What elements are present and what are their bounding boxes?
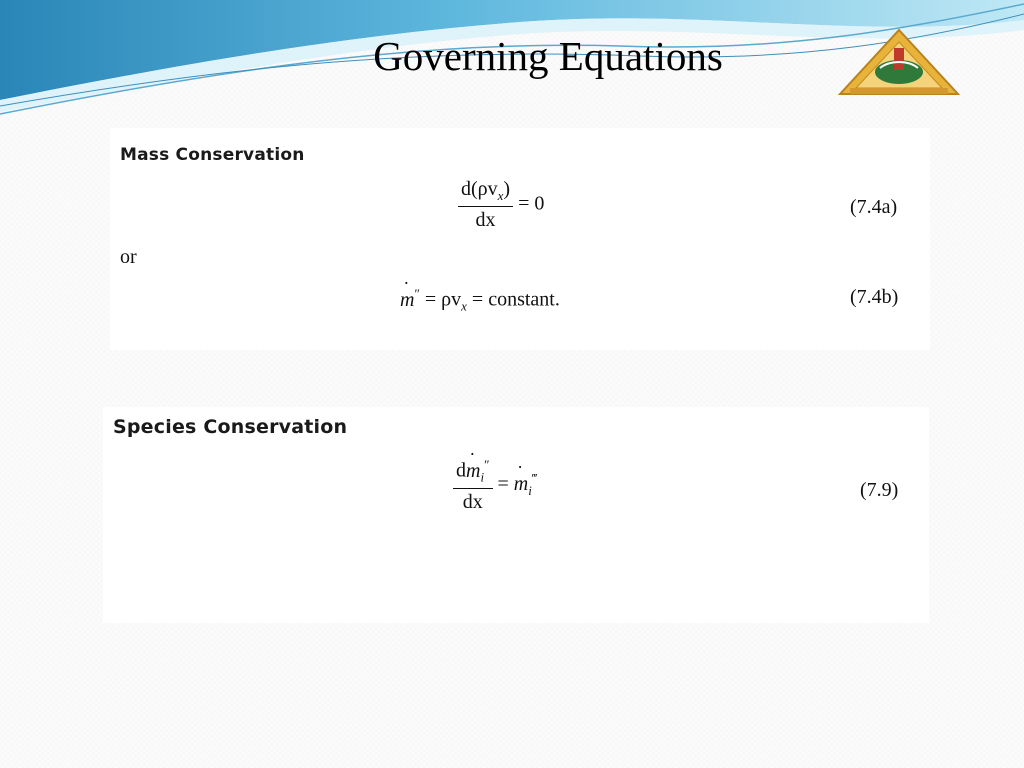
university-seal-icon (838, 28, 960, 98)
equation-7-9: $\frac{d˙ m_i''}{dx}$ = ˙ $m_i^‴$ (453, 457, 537, 514)
mass-flux-symbol: ˙ m (400, 289, 414, 312)
species-conservation-panel (103, 407, 929, 623)
species-source-symbol: ˙ m (514, 473, 528, 496)
or-connector: or (120, 246, 137, 268)
fraction-denominator: dx (462, 490, 483, 513)
fraction (453, 457, 493, 514)
equation-7-4b: ˙ $m'' = \rho v_x$ = constant. (400, 286, 560, 315)
equation-rhs: = 0 (518, 192, 545, 215)
equation-number-7-4b: (7.4b) (850, 286, 899, 308)
mass-conservation-heading: Mass Conservation (120, 145, 305, 165)
slide-title: Governing Equations (373, 33, 723, 79)
equation-number-7-9: (7.9) (860, 479, 899, 501)
mass-conservation-panel (110, 128, 930, 350)
fraction-numerator: d˙ $m_i''$ (453, 457, 493, 489)
equation-number-7-4a: (7.4a) (850, 196, 898, 218)
fraction-denominator: dx (475, 209, 496, 231)
fraction-numerator: $d(\rho v_x)$ (458, 178, 513, 207)
species-conservation-heading: Species Conservation (113, 416, 348, 438)
equation-7-4a (458, 178, 544, 232)
fraction (458, 178, 513, 232)
